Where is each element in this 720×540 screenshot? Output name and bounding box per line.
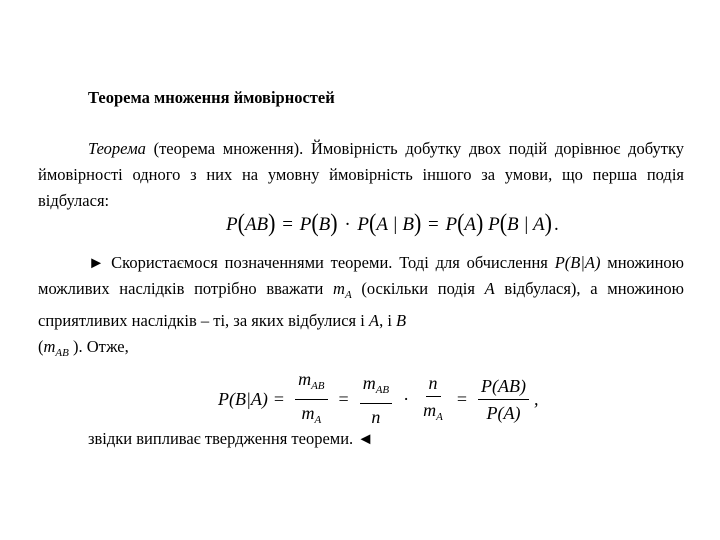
proof-text: відбулася), а множиною сприятливих наслідків – ті, за яких відбулися і: [38, 279, 684, 330]
inline-subscript: A: [344, 289, 352, 301]
multiply-dot: ·: [344, 214, 351, 235]
conclusion-paragraph: [88, 426, 720, 452]
formula-symbol: P: [445, 214, 458, 235]
formula-symbol: B | A: [507, 214, 545, 235]
section-heading: Теорема множення ймовірностей: [88, 88, 335, 107]
inline-formula: m: [333, 279, 345, 298]
inline-formula: P(B|A): [554, 253, 601, 272]
theorem-text: (теорема множення). Ймовірність добутку двох подій дорівнює добутку ймовірності одного з них на умовну ймовірність іншого за умови, що перша подія відбулася:: [38, 139, 684, 210]
formula-comma: ,: [534, 389, 539, 409]
proof-text: Скористаємося позначеннями теореми. Тоді для обчислення: [104, 253, 555, 272]
equals-sign: =: [428, 214, 439, 235]
fraction-mab-n: $\frac{m_{AB}}{n}$: [360, 372, 392, 428]
formula-symbol: AB: [244, 214, 269, 235]
formula-symbol: P: [226, 214, 238, 235]
inline-formula: A: [368, 311, 380, 330]
theorem-word: Теорема: [88, 139, 146, 158]
formula-period: .: [553, 214, 559, 235]
proof-text: (оскільки подія: [351, 279, 485, 298]
proof-text: (: [38, 337, 44, 356]
conditional-probability-formula: [218, 368, 539, 431]
formula-symbol: B: [318, 214, 331, 235]
inline-formula: A: [484, 279, 495, 298]
fraction-mab-ma: $\frac{m_{AB}}{m_A}$: [295, 368, 327, 431]
proof-paragraph: [38, 250, 684, 366]
theorem-paragraph: [38, 136, 684, 214]
fraction-n-ma: $\frac{n}{m_A}$: [423, 372, 443, 423]
end-proof-marker: ◄: [357, 429, 374, 448]
proof-text: , і: [379, 311, 397, 330]
formula-lhs: P(B|A): [218, 389, 268, 409]
inline-formula: B: [396, 311, 407, 330]
multiplication-formula: P(AB) = P(B) · P(A | B) = P(A) P(B | A) .: [226, 208, 559, 237]
fraction-pab-pa: $\frac{P(AB)}{P(A)}$: [478, 375, 529, 424]
proof-text: множиною можливих наслідків потрібно вважати: [38, 253, 684, 298]
formula-symbol: P: [299, 214, 312, 235]
conclusion-text: звідки випливає твердження теореми.: [88, 429, 358, 448]
formula-symbol: P: [488, 214, 500, 235]
multiply-dot: ·: [403, 389, 410, 409]
equals-sign: =: [282, 214, 293, 235]
equals-sign: =: [338, 389, 349, 409]
inline-subscript: AB: [55, 347, 69, 359]
formula-symbol: P: [357, 214, 370, 235]
formula-symbol: A: [464, 214, 477, 235]
formula-symbol: A | B: [376, 214, 414, 235]
inline-formula: m: [43, 337, 56, 356]
start-proof-marker: ►: [88, 253, 105, 272]
equals-sign: =: [456, 389, 468, 409]
equals-sign: =: [273, 389, 285, 409]
proof-text: ). Отже,: [68, 337, 129, 356]
